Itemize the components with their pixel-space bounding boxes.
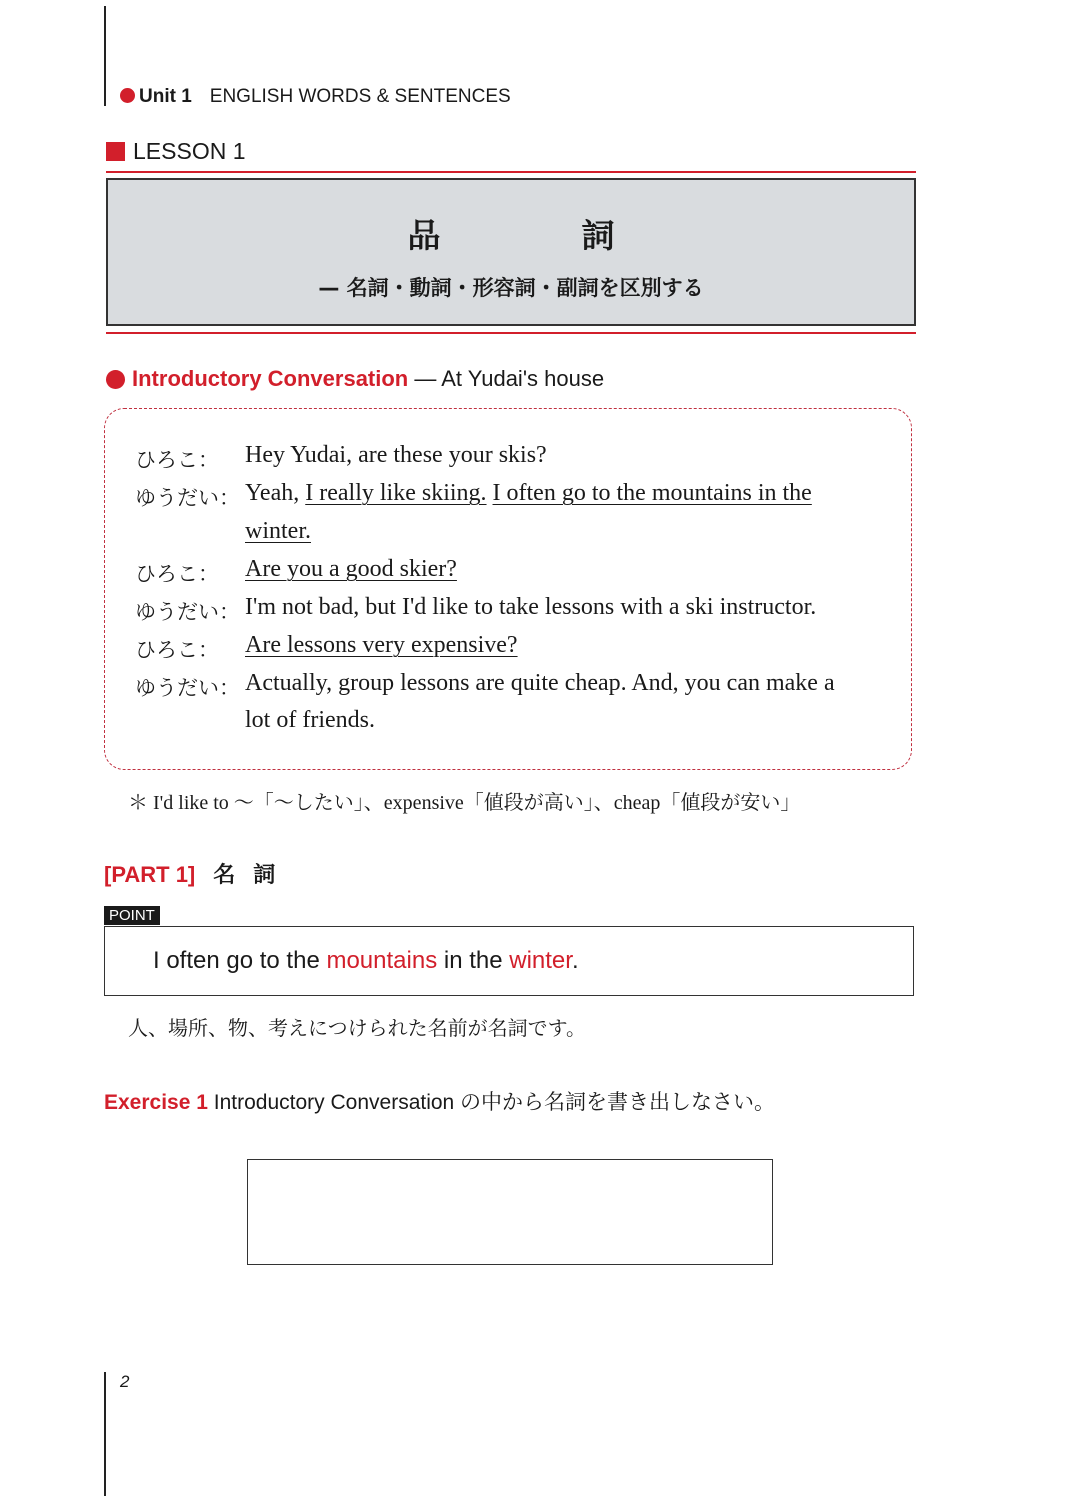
unit-title: ENGLISH WORDS & SENTENCES	[209, 86, 511, 107]
underlined-sentence: I often go to the mountains in the	[492, 480, 812, 506]
page-number: 2	[120, 1372, 130, 1391]
exercise-heading	[104, 1086, 775, 1116]
exercise-instruction: Introductory Conversation の中から名詞を書き出しなさい。	[207, 1091, 776, 1114]
conversation-line: lot of friends.	[245, 707, 375, 733]
intro-label: Introductory Conversation	[132, 366, 409, 391]
conversation-line: Hey Yudai, are these your skis?	[245, 442, 547, 468]
speaker-label: ゆうだい：	[135, 600, 240, 624]
conversation-line: Actually, group lessons are quite cheap. And, you can make a	[245, 670, 835, 696]
part-title: 名詞	[213, 863, 294, 888]
lesson-rule-top	[106, 171, 916, 173]
highlighted-noun: winter	[509, 947, 572, 974]
point-tag: POINT	[104, 906, 160, 925]
bottom-margin-line	[104, 1372, 106, 1496]
red-dot-icon	[120, 88, 135, 103]
conversation-line	[245, 556, 457, 583]
intro-subtitle: — At Yudai's house	[408, 366, 605, 391]
underlined-sentence: winter.	[245, 518, 311, 544]
speaker-label: ゆうだい：	[135, 486, 240, 510]
lesson-heading	[106, 138, 246, 165]
unit-header	[120, 86, 511, 108]
conversation-line	[245, 518, 311, 545]
vocabulary-note: ＊ I'd like to ～「～したい」、expensive「値段が高い」、cheap「値段が安い」	[128, 792, 801, 814]
lesson-title-box	[106, 178, 916, 326]
conversation-line	[245, 632, 518, 659]
point-sentence: I often go to the mountains in the winter.	[153, 947, 579, 974]
underlined-sentence: I really like skiing.	[305, 480, 487, 506]
speaker-label: ひろこ：	[135, 638, 219, 662]
underlined-sentence: Are lessons very expensive?	[245, 632, 518, 658]
intro-heading	[106, 366, 604, 392]
speaker-label: ゆうだい：	[135, 676, 240, 700]
lesson-title: 品 詞	[407, 216, 669, 255]
noun-definition: 人、場所、物、考えにつけられた名前が名詞です。	[128, 1016, 586, 1040]
lesson-rule-bottom	[106, 332, 916, 334]
unit-label: Unit 1	[139, 86, 192, 107]
lesson-subtitle: — 名詞・動詞・形容詞・副詞を区別する	[318, 276, 704, 300]
top-margin-line	[104, 6, 106, 106]
red-dot-icon	[106, 370, 125, 389]
exercise-label: Exercise 1	[104, 1091, 208, 1114]
point-box	[104, 926, 914, 996]
highlighted-noun: mountains	[326, 947, 438, 974]
answer-box[interactable]	[247, 1159, 773, 1265]
speaker-label: ひろこ：	[135, 448, 219, 472]
underlined-sentence: Are you a good skier?	[245, 556, 457, 582]
conversation-line: I'm not bad, but I'd like to take lessons with a ski instructor.	[245, 594, 817, 620]
red-square-icon	[106, 142, 125, 161]
conversation-line: Yeah, I really like skiing. I often go to the mountains in the	[245, 480, 812, 506]
speaker-label: ひろこ：	[135, 562, 219, 586]
part-heading	[104, 858, 293, 889]
lesson-label: LESSON 1	[133, 138, 246, 164]
part-label: [PART 1]	[104, 862, 196, 887]
